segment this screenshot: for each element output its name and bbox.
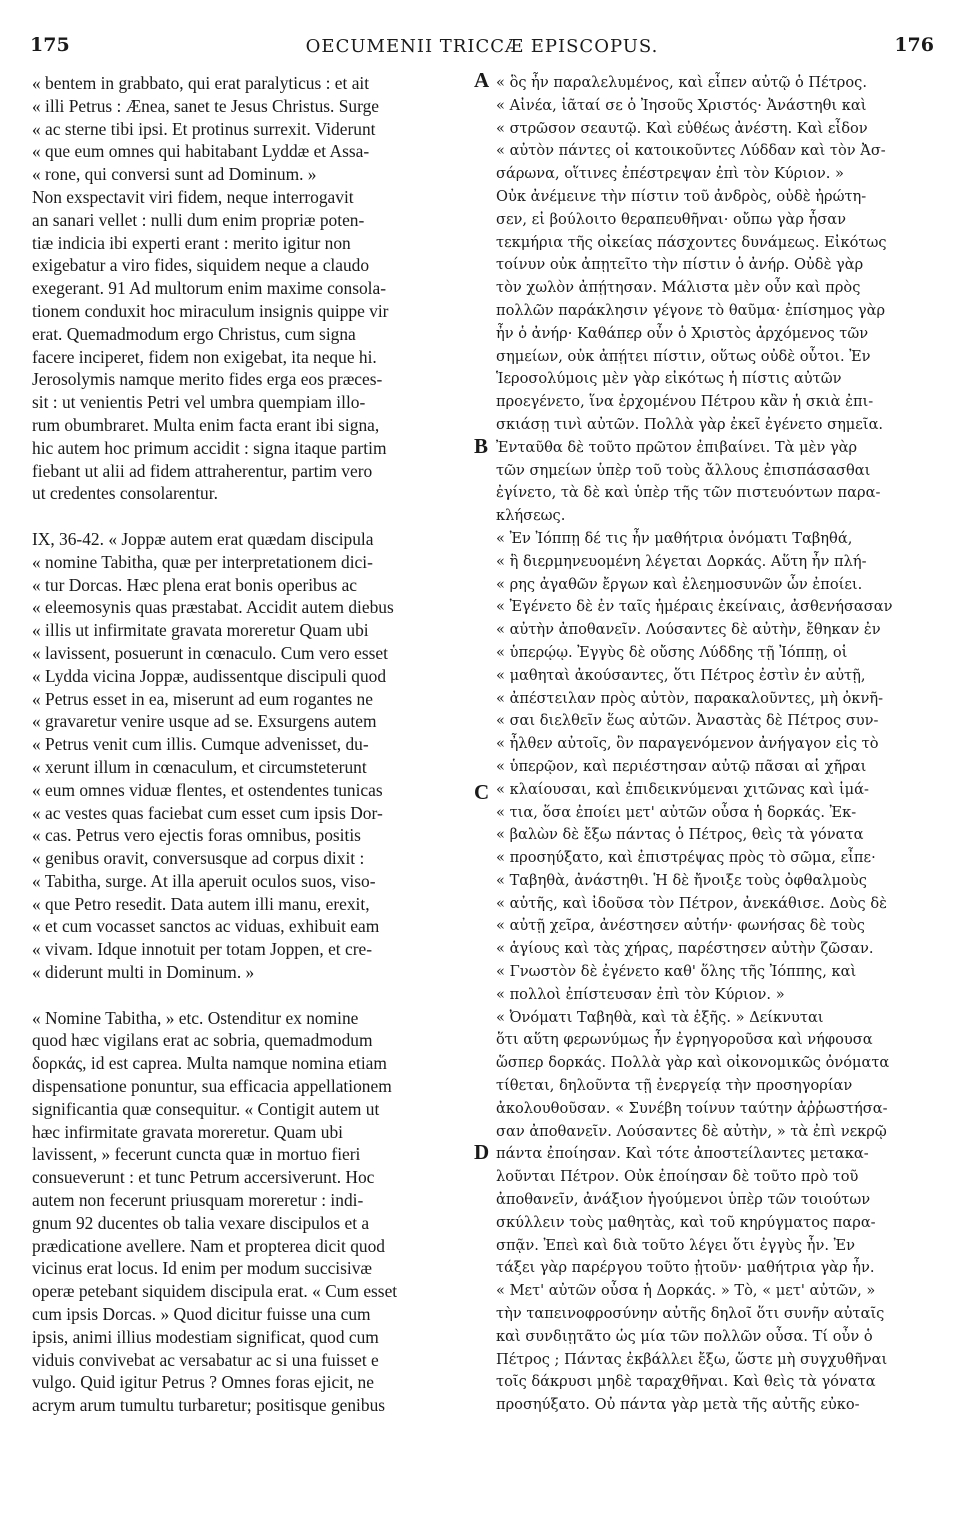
- latin-text-line: « illis ut infirmitate gravata moreretur Quam ubi: [32, 620, 369, 641]
- latin-text-line: « nomine Tabitha, quæ per interpretationem dici-: [32, 551, 373, 572]
- latin-text-line: exegerant. 91 Ad multorum enim maxime consola-: [32, 278, 387, 299]
- greek-text-line: τοίνυν οὐκ ἀπῃτεῖτο τὴν πίστιν ὁ ἀνήρ. Οὐδὲ γὰρ: [496, 256, 864, 274]
- latin-text-line: dispensatione ponuntur, sua efficacia appellationem: [32, 1076, 392, 1097]
- latin-text-line: cum ipsis Dorcas. » Quod dicitur fuisse una cum: [32, 1304, 371, 1325]
- greek-text-line: προσηύξατο. Οὐ πάντα γὰρ μετὰ τῆς αὐτῆς εὐκο-: [496, 1396, 860, 1414]
- greek-text-line: « Ταβηθὰ, ἀνάστηθι. Ἡ δὲ ἤνοιξε τοὺς ὀφθαλμοὺς: [496, 871, 867, 889]
- greek-text-line: ὥσπερ δορκάς. Πολλὰ γὰρ καὶ οἰκονομικῶς ὀνόματα: [496, 1054, 890, 1072]
- greek-text-line: κλήσεως.: [496, 507, 566, 525]
- latin-column: [32, 72, 470, 1417]
- greek-text-line: προεγένετο, ἵνα ἐρχομένου Πέτρου κἂν ἡ σκιὰ ἐπι-: [496, 393, 874, 411]
- latin-text-line: fiebant ut alii ad fidem attraherentur, partim vero: [32, 460, 373, 481]
- latin-text-line: « Petrus venit cum illis. Cumque advenisset, du-: [32, 734, 369, 755]
- greek-text-line: πολλῶν παράκλησιν γέγονε τὸ θαῦμα· ἐπίσημος γὰρ: [496, 301, 886, 319]
- latin-text-line: facere inciperet, fidem non exigebat, ita neque hi.: [32, 346, 377, 367]
- greek-text-line: « αὐτῆς, καὶ ἰδοῦσα τὸν Πέτρον, ἀνεκάθισε. Δοὺς δὲ: [496, 894, 887, 912]
- latin-text-line: « illi Petrus : Ænea, sanet te Jesus Christus. Surge: [32, 95, 379, 116]
- latin-text-line: « genibus oravit, conversusque ad corpus dixit :: [32, 848, 365, 869]
- greek-text-line: « ὃς ἦν παραλελυμένος, καὶ εἶπεν αὐτῷ ὁ Πέτρος.: [496, 74, 867, 91]
- latin-text-line: IX, 36-42. « Joppæ autem erat quædam discipula: [32, 528, 374, 549]
- greek-text-line: ἐγίνετο, τὰ δὲ καὶ ὑπὲρ τῆς τῶν πιστευόντων παρα-: [496, 484, 881, 502]
- latin-text-line: δορκάς, id est caprea. Multa namque nomina etiam: [32, 1053, 387, 1074]
- greek-text-line: « ὑπερῷον, καὶ περιέστησαν αὐτῷ πᾶσαι αἱ χῆραι: [496, 757, 867, 775]
- greek-text-line: « Ἐγένετο δὲ ἐν ταῖς ἡμέραις ἐκείναις, ἀσθενήσασαν: [496, 598, 893, 616]
- greek-text-line: τοῖς δάκρυσι μηδὲ ταραχθῆναι. Καὶ θεὶς τὰ γόνατα: [496, 1373, 876, 1391]
- page-number-right: 176: [894, 34, 934, 56]
- latin-text-line: « eum omnes viduæ flentes, et ostendentes tunicas: [32, 779, 383, 800]
- latin-text-line: rum obumbraret. Multa enim facta erant ibi signa,: [32, 414, 380, 435]
- latin-text-line: lavissent, » fecerunt cuncta quæ in mortuo fieri: [32, 1144, 361, 1165]
- greek-text-line: σπᾷν. Ἐπεὶ καὶ διὰ τοῦτο λέγει ὅτι ἐγγὺς ἦν. Ἐν: [496, 1236, 855, 1254]
- latin-text-line: « rone, qui conversi sunt ad Dominum. »: [32, 164, 317, 185]
- latin-text-line: « lavissent, posuerunt in cœnaculo. Cum vero esset: [32, 642, 388, 663]
- greek-text-line: τάξει γὰρ παρέργου τοῦτο ᾐτοῦν· μαθήτρια γὰρ ἦν.: [496, 1259, 875, 1277]
- greek-text-line: « ὑπερῴῳ. Ἐγγὺς δὲ οὔσης Λύδδης τῇ Ἰόππῃ, οἱ: [496, 643, 848, 661]
- greek-text-line: « προσηύξατο, καὶ ἐπιστρέψας πρὸς τὸ σῶμα, εἶπε·: [496, 849, 876, 867]
- latin-text-line: consueverunt : et tunc Petrum accersiverunt. Hoc: [32, 1167, 375, 1188]
- greek-column: [496, 72, 936, 1417]
- greek-text-line: τὸν χωλὸν ἀπῄτησαν. Μάλιστα μὲν οὖν καὶ πρὸς: [496, 279, 861, 297]
- latin-text-line: « que eum omnes qui habitabant Lyddæ et Assa-: [32, 141, 370, 162]
- greek-text-line: λοῦνται Πέτρον. Οὐκ ἐποίησαν δὲ τοῦτο πρὸ τοῦ: [496, 1168, 859, 1186]
- greek-text-line: « ρης ἀγαθῶν ἔργων καὶ ἐλεημοσυνῶν ὧν ἐποίει.: [496, 575, 863, 593]
- greek-text-line: ἀκολουθοῦσαν. « Συνέβη τοίνυν ταύτην ἀῤῥωστήσα-: [496, 1099, 888, 1117]
- latin-paragraph-gap: [32, 505, 470, 528]
- latin-text-line: an sanari vellet : nulli dum enim propriæ poten-: [32, 209, 365, 230]
- greek-text-line: τίθεται, δηλοῦντα τῇ ἐνεργείᾳ τὴν προσηγορίαν: [496, 1077, 853, 1095]
- greek-text-line: « Ἐν Ἰόππῃ δέ τις ἦν μαθήτρια ὀνόματι Ταβηθά,: [496, 529, 853, 547]
- greek-text-line: πάντα ἐποίησαν. Καὶ τότε ἀποστείλαντες μετακα-: [496, 1145, 869, 1163]
- greek-text-line: σημείων, οὐκ ἀπῄτει πίστιν, οὕτως οὐδὲ οὗτοι. Ἐν: [496, 347, 871, 365]
- greek-text-line: « στρῶσον σεαυτῷ. Καὶ εὐθέως ἀνέστη. Καὶ εἶδον: [496, 119, 868, 137]
- latin-text-line: « Tabitha, surge. At illa aperuit oculos suos, viso-: [32, 870, 376, 891]
- latin-text-line: « cas. Petrus vero ejectis foras omnibus, positis: [32, 825, 361, 846]
- greek-text-line: « τια, ὅσα ἐποίει μετ' αὐτῶν οὖσα ἡ δορκάς. Ἐκ-: [496, 803, 857, 821]
- latin-text-line: « diderunt multi in Dominum. »: [32, 962, 255, 983]
- latin-text-line: ut credentes consolarentur.: [32, 483, 218, 504]
- greek-text-line: ἦν ὁ ἀνήρ· Καθάπερ οὖν ὁ Χριστὸς ἀρχόμενος τῶν: [496, 324, 869, 342]
- greek-text-line: « Γνωστὸν δὲ ἐγένετο καθ' ὅλης τῆς Ἰόππης, καὶ: [496, 963, 857, 981]
- latin-text-line: operæ petebant siquidem discipula erat. « Cum esset: [32, 1281, 398, 1302]
- greek-text-line: « Μετ' αὐτῶν οὖσα ἡ Δορκάς. » Τὸ, « μετ' αὐτῶν, »: [496, 1282, 876, 1300]
- greek-text-line: τῶν σημείων ὑπὲρ τοῦ τοὺς ἄλλους ἐπισπάσασθαι: [496, 461, 871, 479]
- greek-text-line: σαν ἀποθανεῖν. Λούσαντες δὲ αὐτὴν, » τὰ ἐπὶ νεκρῷ: [496, 1122, 887, 1140]
- greek-text-line: καὶ συνδιῃτᾶτο ὡς μία τῶν πολλῶν οὖσα. Τί οὖν ὁ: [496, 1327, 873, 1345]
- greek-text-line: σάρωνα, οἵτινες ἐπέστρεψαν ἐπὶ τὸν Κύριον. »: [496, 165, 844, 183]
- latin-text-line: hic autem hoc primum accidit : signa itaque partim: [32, 437, 387, 458]
- greek-text-line: τεκμήρια τῆς οἰκείας πάσχοντες δυνάμεως. Εἰκότως: [496, 233, 887, 251]
- page-header: [30, 34, 934, 64]
- greek-text-line: « ἣ διερμηνευομένη λέγεται Δορκάς. Αὕτη ἦν πλή-: [496, 552, 867, 570]
- latin-text-line: « vivam. Idque innotuit per totam Joppen, et cre-: [32, 939, 372, 960]
- greek-text-line: τὴν ταπεινοφροσύνην αὐτῆς δηλοῖ ὅτι συνῆν αὐταῖς: [496, 1305, 885, 1323]
- latin-text-line: hæc infirmitate gravata moreretur. Quam ubi: [32, 1121, 343, 1142]
- latin-text-line: « Petrus esset in ea, miserunt ad eum rogantes ne: [32, 688, 373, 709]
- margin-letter-b: B: [474, 434, 489, 458]
- greek-text-line: σκύλλειν τοὺς μαθητὰς, καὶ τοῦ κηρύγματος παρα-: [496, 1213, 876, 1231]
- latin-text-line: vicinus erat locus. Id enim per modum succisivæ: [32, 1258, 373, 1279]
- latin-text-line: quod hæc vigilans erat ac sobria, quemadmodum: [32, 1030, 373, 1051]
- margin-letter-a: A: [474, 68, 490, 92]
- latin-text-line: tiæ indicia ibi experti erant : merito igitur non: [32, 232, 351, 253]
- latin-text-line: autem non fecerunt priusquam moreretur : indi-: [32, 1190, 364, 1211]
- latin-text-line: gnum 92 ducentes ob talia vexare discipulos et a: [32, 1212, 370, 1233]
- latin-text-line: acrym arum tumultu turbaretur; positisque genibus: [32, 1395, 386, 1416]
- greek-text-line: « μαθηταὶ ἀκούσαντες, ὅτι Πέτρος ἐστὶν ἐν αὐτῇ,: [496, 666, 866, 684]
- page-number-left: 175: [30, 34, 70, 56]
- latin-text-line: prædicatione avellere. Nam et propterea dicit quod: [32, 1235, 385, 1256]
- margin-letter-d: D: [474, 1140, 490, 1164]
- latin-paragraph-gap: [32, 984, 470, 1007]
- latin-text-line: sit : ut venientis Petri vel umbra quempiam illo-: [32, 392, 366, 413]
- greek-text-line: « Αἰνέα, ἰᾶταί σε ὁ Ἰησοῦς Χριστός· Ἀνάστηθι καὶ: [496, 96, 867, 114]
- greek-text-line: ἀποθανεῖν, ἀνάξιον ἡγούμενοι ὑπὲρ τῶν τοιούτων: [496, 1191, 871, 1209]
- greek-text-line: Πέτρος ; Πάντας ἐκβάλλει ἔξω, ὥστε μὴ συγχυθῆναι: [496, 1350, 888, 1368]
- greek-text-line: « κλαίουσαι, καὶ ἐπιδεικνύμεναι χιτῶνας καὶ ἱμά-: [496, 780, 869, 798]
- latin-text-line: « Lydda vicina Joppæ, audissentque discipuli quod: [32, 665, 387, 686]
- latin-text-line: « gravaretur venire usque ad se. Exsurgens autem: [32, 711, 377, 732]
- running-title: OECUMENII TRICCÆ EPISCOPUS.: [305, 36, 659, 57]
- greek-text-line: « αὐτὴν ἀποθανεῖν. Λούσαντες δὲ αὐτὴν, ἔθηκαν ἐν: [496, 621, 881, 639]
- latin-text-line: Jerosolymis namque merito fides erga eos præces-: [32, 369, 383, 390]
- latin-text-line: « eleemosynis quas præstabat. Accidit autem diebus: [32, 597, 394, 618]
- latin-text-line: « bentem in grabbato, qui erat paralyticus : et ait: [32, 73, 370, 93]
- latin-text-line: tionem conduxit hoc miraculum insignis quippe vir: [32, 300, 389, 321]
- greek-text-line: « ἁγίους καὶ τὰς χήρας, παρέστησεν αὐτὴν ζῶσαν.: [496, 940, 874, 958]
- latin-text-line: significantia quæ consequitur. « Contigit autem ut: [32, 1098, 380, 1119]
- greek-text-line: σεν, εἰ βούλοιτο θεραπευθῆναι· οὔπω γὰρ ἦσαν: [496, 210, 847, 228]
- greek-text-line: « Ὀνόματι Ταβηθὰ, καὶ τὰ ἑξῆς. » Δείκνυται: [496, 1008, 824, 1026]
- latin-text-line: « ac sterne tibi ipsi. Et protinus surrexit. Viderunt: [32, 118, 376, 139]
- latin-text-line: « tur Dorcas. Hæc plena erat bonis operibus ac: [32, 574, 358, 595]
- latin-text-line: Non exspectavit viri fidem, neque interrogavit: [32, 186, 354, 207]
- greek-text-line: « πολλοὶ ἐπίστευσαν ἐπὶ τὸν Κύριον. »: [496, 985, 785, 1003]
- margin-letter-c: C: [474, 780, 490, 804]
- latin-text-line: « ac vestes quas faciebat cum esset cum ipsis Dor-: [32, 802, 383, 823]
- greek-text-line: Ἱεροσολύμοις μὲν γὰρ εἰκότως ἡ πίστις αὐτῶν: [496, 370, 842, 388]
- greek-text-line: Οὐκ ἀνέμεινε τὴν πίστιν τοῦ ἀνδρὸς, οὐδὲ ἠρώτη-: [496, 187, 867, 205]
- latin-text-line: « que Petro resedit. Data autem illi manu, erexit,: [32, 893, 370, 914]
- greek-text-line: « αὐτὸν πάντες οἱ κατοικοῦντες Λύδδαν καὶ τὸν Ἀσ-: [496, 142, 886, 160]
- latin-text-line: « xerunt illum in cœnaculum, et circumsteterunt: [32, 756, 367, 777]
- greek-text-line: σκιάσῃ τινὶ αὐτῶν. Πολλὰ γὰρ ἐκεῖ ἐγένετο σημεῖα.: [496, 415, 884, 433]
- latin-text-line: « Nomine Tabitha, » etc. Ostenditur ex nomine: [32, 1007, 359, 1028]
- greek-text-line: « αὐτῇ χεῖρα, ἀνέστησεν αὐτήν· φωνήσας δὲ τοὺς: [496, 917, 865, 935]
- greek-text-line: « ἦλθεν αὐτοῖς, ὃν παραγενόμενον ἀνήγαγον εἰς τὸ: [496, 735, 879, 753]
- latin-text-line: viduis convivebat ac versabatur ac si una fuisset e: [32, 1349, 379, 1370]
- greek-text-line: « σαι διελθεῖν ἕως αὐτῶν. Ἀναστὰς δὲ Πέτρος συν-: [496, 712, 879, 730]
- latin-text-line: vulgo. Quid igitur Petrus ? Omnes foras ejicit, ne: [32, 1372, 374, 1393]
- latin-text-line: « et cum vocasset sanctos ac viduas, exhibuit eam: [32, 916, 380, 937]
- latin-text-line: erat. Quemadmodum ergo Christus, cum signa: [32, 323, 356, 344]
- greek-text-line: ὅτι αὕτη φερωνύμως ἦν ἐγρηγοροῦσα καὶ νήφουσα: [496, 1031, 873, 1049]
- latin-text-line: ipsis, animi illius modestiam significat, quod cum: [32, 1326, 379, 1347]
- greek-text-line: « ἀπέστειλαν πρὸς αὐτὸν, παρακαλοῦντες, μὴ ὀκνῆ-: [496, 689, 884, 707]
- greek-text-line: « βαλὼν δὲ ἔξω πάντας ὁ Πέτρος, θεὶς τὰ γόνατα: [496, 826, 864, 844]
- greek-text-line: Ἐνταῦθα δὲ τοῦτο πρῶτον ἐπιβαίνει. Τὰ μὲν γὰρ: [496, 438, 858, 456]
- latin-text-line: exigebatur a viro fides, siquidem neque a claudo: [32, 255, 370, 276]
